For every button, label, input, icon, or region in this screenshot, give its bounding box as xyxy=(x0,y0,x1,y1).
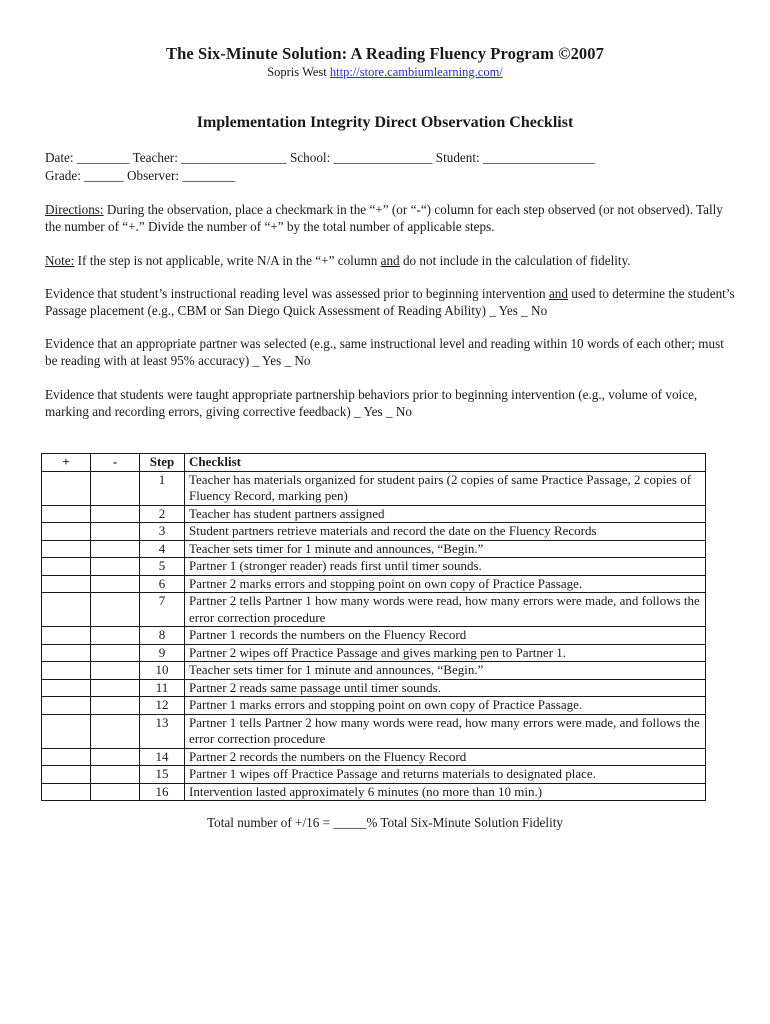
form-line-date-teacher-school-student: Date: ________ Teacher: ________________ School: _______________ Student: _________________ xyxy=(45,150,596,165)
evidence-3-text: Evidence that students were taught appropriate partnership behaviors prior to beginning intervention (e.g., volume of voice, marking and recording errors, giving corrective feedback) _ Yes _ No xyxy=(45,387,698,419)
table-row xyxy=(42,575,706,593)
note-emphasis: and xyxy=(380,253,400,268)
table-row xyxy=(42,679,706,697)
checklist-item-text: Partner 1 (stronger reader) reads first until timer sounds. xyxy=(185,558,706,576)
plus-mark-cell[interactable] xyxy=(42,471,91,505)
form-line-grade-observer: Grade: ______ Observer: ________ xyxy=(45,168,236,183)
evidence-paragraph-2 xyxy=(45,335,735,369)
step-number: 2 xyxy=(140,505,185,523)
checklist-item-text: Teacher sets timer for 1 minute and announces, “Begin.” xyxy=(185,540,706,558)
step-number: 10 xyxy=(140,662,185,680)
table-row xyxy=(42,523,706,541)
step-number: 11 xyxy=(140,679,185,697)
step-number: 15 xyxy=(140,766,185,784)
minus-mark-cell[interactable] xyxy=(91,662,140,680)
evidence-1-after: used to determine the student’s Passage placement (e.g., CBM or San Diego Quick Assessment of Reading Ability) _ Yes _ No xyxy=(45,286,735,318)
step-number: 12 xyxy=(140,697,185,715)
plus-mark-cell[interactable] xyxy=(42,558,91,576)
plus-mark-cell[interactable] xyxy=(42,575,91,593)
table-row xyxy=(42,662,706,680)
directions-label: Directions: xyxy=(45,202,104,217)
checklist-item-text: Teacher has materials organized for student pairs (2 copies of same Practice Passage, 2 copies of Fluency Record, marking pen) xyxy=(185,471,706,505)
table-row xyxy=(42,714,706,748)
step-number: 14 xyxy=(140,748,185,766)
total-fidelity-line: Total number of +/16 = _____% Total Six-Minute Solution Fidelity xyxy=(206,815,563,830)
minus-mark-cell[interactable] xyxy=(91,505,140,523)
publisher-name: Sopris West xyxy=(267,65,327,79)
minus-mark-cell[interactable] xyxy=(91,714,140,748)
table-row xyxy=(42,558,706,576)
plus-mark-cell[interactable] xyxy=(42,679,91,697)
step-number: 1 xyxy=(140,471,185,505)
evidence-paragraph-3 xyxy=(45,386,735,420)
table-row xyxy=(42,644,706,662)
minus-mark-cell[interactable] xyxy=(91,593,140,627)
table-row xyxy=(42,766,706,784)
minus-mark-cell[interactable] xyxy=(91,766,140,784)
checklist-item-text: Teacher sets timer for 1 minute and announces, “Begin.” xyxy=(185,662,706,680)
checklist-column-header: Checklist xyxy=(185,454,706,472)
checklist-heading: Implementation Integrity Direct Observation Checklist xyxy=(196,114,574,131)
checklist-item-text: Teacher has student partners assigned xyxy=(185,505,706,523)
checklist-item-text: Partner 1 tells Partner 2 how many words were read, how many errors were made, and follows the error correction procedure xyxy=(185,714,706,748)
directions-paragraph xyxy=(45,201,735,235)
document-title: The Six-Minute Solution: A Reading Fluency Program ©2007 xyxy=(166,44,604,63)
checklist-item-text: Partner 2 reads same passage until timer sounds. xyxy=(185,679,706,697)
step-number: 7 xyxy=(140,593,185,627)
checklist-table xyxy=(41,453,706,801)
plus-mark-cell[interactable] xyxy=(42,697,91,715)
table-row xyxy=(42,783,706,801)
table-row xyxy=(42,748,706,766)
evidence-1-emphasis: and xyxy=(548,286,568,301)
evidence-1-before: Evidence that student’s instructional reading level was assessed prior to beginning intervention xyxy=(45,286,549,301)
step-number: 13 xyxy=(140,714,185,748)
checklist-item-text: Intervention lasted approximately 6 minutes (no more than 10 min.) xyxy=(185,783,706,801)
checklist-body xyxy=(42,471,706,801)
step-number: 16 xyxy=(140,783,185,801)
minus-column-header: - xyxy=(91,454,140,472)
table-row xyxy=(42,697,706,715)
step-column-header: Step xyxy=(140,454,185,472)
plus-mark-cell[interactable] xyxy=(42,593,91,627)
step-number: 6 xyxy=(140,575,185,593)
note-label: Note: xyxy=(45,253,75,268)
minus-mark-cell[interactable] xyxy=(91,523,140,541)
step-number: 9 xyxy=(140,644,185,662)
checklist-item-text: Student partners retrieve materials and record the date on the Fluency Records xyxy=(185,523,706,541)
step-number: 4 xyxy=(140,540,185,558)
minus-mark-cell[interactable] xyxy=(91,558,140,576)
table-row xyxy=(42,471,706,505)
step-number: 3 xyxy=(140,523,185,541)
plus-mark-cell[interactable] xyxy=(42,627,91,645)
plus-mark-cell[interactable] xyxy=(42,766,91,784)
table-header-row xyxy=(42,454,706,472)
table-row xyxy=(42,627,706,645)
minus-mark-cell[interactable] xyxy=(91,644,140,662)
plus-mark-cell[interactable] xyxy=(42,748,91,766)
table-row xyxy=(42,540,706,558)
table-row xyxy=(42,505,706,523)
note-text-before: If the step is not applicable, write N/A in the “+” column xyxy=(74,253,381,268)
minus-mark-cell[interactable] xyxy=(91,540,140,558)
checklist-item-text: Partner 1 marks errors and stopping point on own copy of Practice Passage. xyxy=(185,697,706,715)
minus-mark-cell[interactable] xyxy=(91,627,140,645)
minus-mark-cell[interactable] xyxy=(91,697,140,715)
note-text-after: do not include in the calculation of fidelity. xyxy=(399,253,631,268)
minus-mark-cell[interactable] xyxy=(91,748,140,766)
evidence-2-text: Evidence that an appropriate partner was selected (e.g., same instructional level and reading within 10 words of each other; must be reading with at least 95% accuracy) _ Yes _ No xyxy=(45,336,724,368)
plus-mark-cell[interactable] xyxy=(42,523,91,541)
publisher-link[interactable]: http://store.cambiumlearning.com/ xyxy=(329,65,503,79)
plus-mark-cell[interactable] xyxy=(42,505,91,523)
checklist-item-text: Partner 2 tells Partner 1 how many words were read, how many errors were made, and follows the error correction procedure xyxy=(185,593,706,627)
publisher-line xyxy=(0,65,770,80)
table-row xyxy=(42,593,706,627)
note-paragraph xyxy=(45,252,735,269)
minus-mark-cell[interactable] xyxy=(91,575,140,593)
minus-mark-cell[interactable] xyxy=(91,471,140,505)
minus-mark-cell[interactable] xyxy=(91,783,140,801)
checklist-item-text: Partner 2 wipes off Practice Passage and gives marking pen to Partner 1. xyxy=(185,644,706,662)
step-number: 5 xyxy=(140,558,185,576)
plus-column-header: + xyxy=(42,454,91,472)
directions-text: During the observation, place a checkmark in the “+” (or “-“) column for each step observed (or not observed). Tally the number of “+.” Divide the number of “+” by the total number of applicable steps. xyxy=(45,202,723,234)
plus-mark-cell[interactable] xyxy=(42,540,91,558)
checklist-item-text: Partner 1 records the numbers on the Fluency Record xyxy=(185,627,706,645)
plus-mark-cell[interactable] xyxy=(42,714,91,748)
plus-mark-cell[interactable] xyxy=(42,783,91,801)
checklist-item-text: Partner 2 records the numbers on the Fluency Record xyxy=(185,748,706,766)
evidence-paragraph-1 xyxy=(45,285,735,319)
step-number: 8 xyxy=(140,627,185,645)
plus-mark-cell[interactable] xyxy=(42,644,91,662)
checklist-item-text: Partner 2 marks errors and stopping point on own copy of Practice Passage. xyxy=(185,575,706,593)
minus-mark-cell[interactable] xyxy=(91,679,140,697)
checklist-item-text: Partner 1 wipes off Practice Passage and returns materials to designated place. xyxy=(185,766,706,784)
plus-mark-cell[interactable] xyxy=(42,662,91,680)
